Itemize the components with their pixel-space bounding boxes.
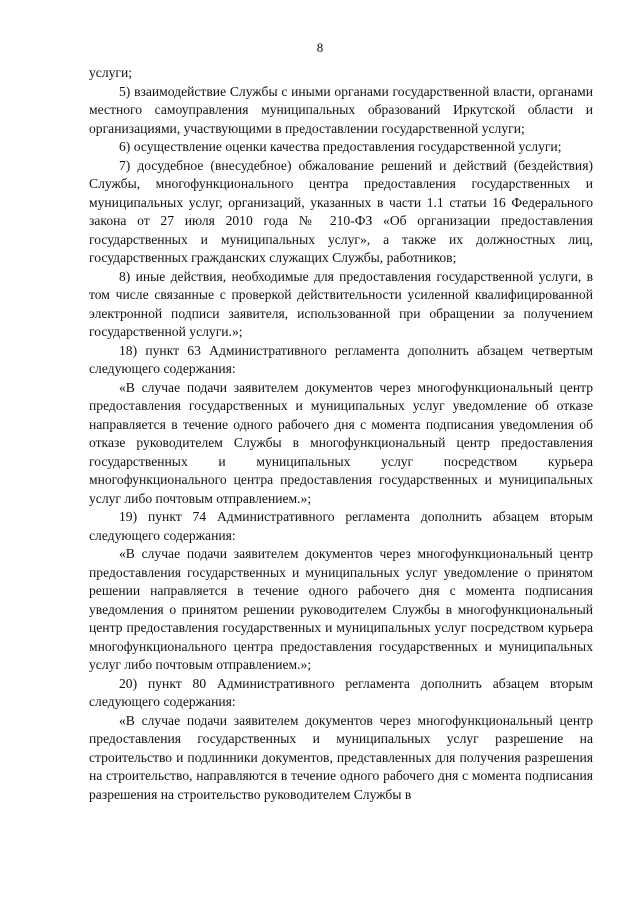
paragraph-3: 6) осуществление оценки качества предоставления государственной услуги; xyxy=(119,139,562,154)
paragraph-7: «В случае подачи заявителем документов через многофункциональный центр предоставления государственных и муниципальных услуг уведомление об отказе направляется в течение одного рабочего дня с момента подписания уведомления об отказе руководителем Службы в многофункциональный центр предоставления государственных и муниципальных услуг посредством курьера многофункционального центра предоставления государственных и муниципальных услуг либо почтовым отправлением.»; xyxy=(89,379,593,506)
paragraph-9: «В случае подачи заявителем документов через многофункциональный центр предоставления государственных и муниципальных услуг уведомление о принятом решении направляется в течение одного рабочего дня с момента подписания уведомления о принятом решении руководителем Службы в многофункциональный центр предоставления государственных и муниципальных услуг посредством курьера многофункционального центра предоставления государственных и муниципальных услуг либо почтовым отправлением.»; xyxy=(89,546,593,672)
paragraph-2: 5) взаимодействие Службы с иными органами государственной власти, органами местного самоуправления муниципальных образований Иркутской области и организациями, участвующими в предоставлении государственной услуги; xyxy=(89,83,593,136)
paragraph-5: 8) иные действия, необходимые для предоставления государственной услуги, в том числе связанные с проверкой действительности усиленной квалифицированной электронной подписи заявителя, использованной при обращении за получением государственной услуги.»; xyxy=(89,268,593,339)
paragraph-10: 20) пункт 80 Административного регламента дополнить абзацем вторым следующего содержания: xyxy=(89,675,593,709)
paragraph-1: услуги; xyxy=(89,65,133,80)
paragraph-4: 7) досудебное (внесудебное) обжалование решений и действий (бездействия) Службы, многофункционального центра предоставления государственных и муниципальных услуг, организаций, указанных в части 1.1 статьи 16 Федерального закона от 27 июля 2010 года № 210-ФЗ «Об организации предоставления государственных и муниципальных услуг», а также их должностных лиц, государственных гражданских служащих Службы, работников; xyxy=(89,157,593,265)
paragraph-11: «В случае подачи заявителем документов через многофункциональный центр предоставления государственных и муниципальных услуг разрешение на строительство и подлинники документов, представленных для получения разрешения на строительство, направляются в течение одного рабочего дня с момента подписания разрешения на строительство руководителем Службы в xyxy=(89,712,593,802)
paragraph-6: 18) пункт 63 Административного регламента дополнить абзацем четвертым следующего содержания: xyxy=(89,342,593,376)
page-number: 8 xyxy=(316,40,324,55)
document-body xyxy=(89,64,593,804)
paragraph-8: 19) пункт 74 Административного регламента дополнить абзацем вторым следующего содержания: xyxy=(89,509,593,543)
